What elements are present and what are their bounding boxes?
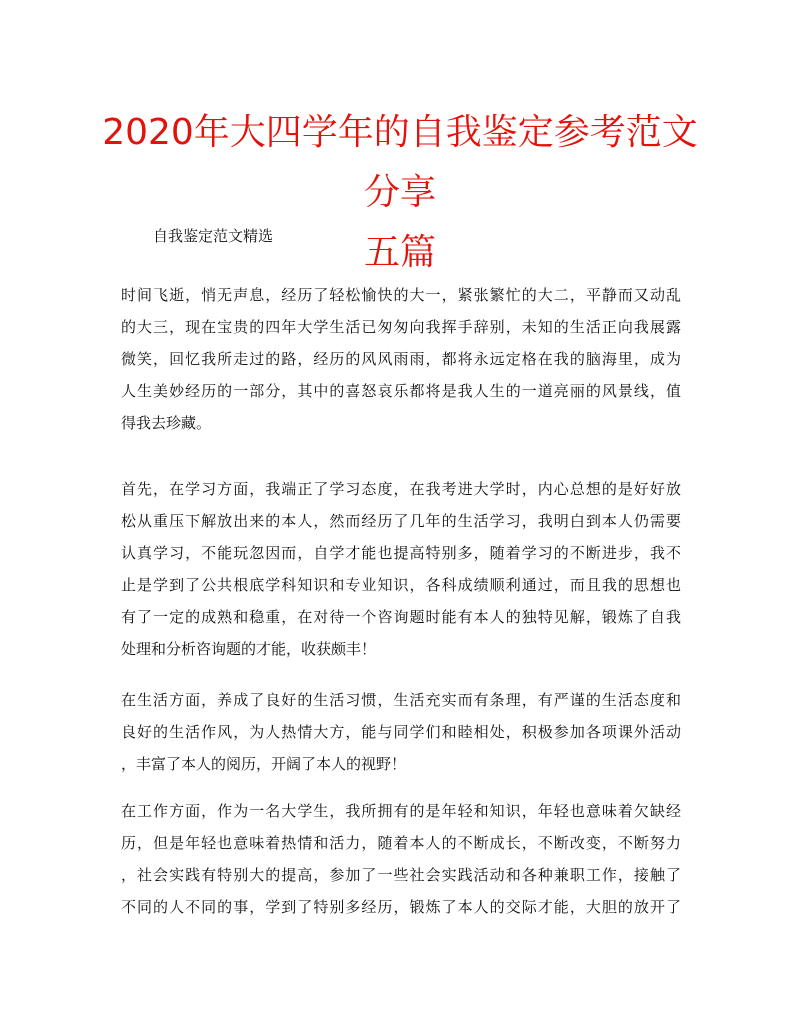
document-title	[100, 103, 700, 283]
paragraph-line: 人生美妙经历的一部分，其中的喜怒哀乐都将是我人生的一道亮丽的风景线，值	[121, 382, 681, 400]
paragraph-line: ，丰富了本人的阅历，开阔了本人的视野！	[121, 755, 407, 773]
paragraph-2	[121, 473, 681, 665]
paragraph-line: 的大三，现在宝贵的四年大学生活已匆匆向我挥手辞别，未知的生活正向我展露	[121, 318, 681, 336]
paragraph-1	[121, 279, 681, 439]
paragraph-line: 认真学习，不能玩忽因而，自学才能也提高特别多，随着学习的不断进步，我不	[121, 544, 681, 562]
paragraph-line: 历，但是年轻也意味着热情和活力，随着本人的不断成长，不断改变，不断努力	[121, 834, 681, 852]
paragraph-3	[121, 684, 681, 780]
paragraph-line: 微笑，回忆我所走过的路，经历的风风雨雨，都将永远定格在我的脑海里，成为	[121, 350, 681, 368]
paragraph-line: 在生活方面，养成了良好的生活习惯，生活充实而有条理，有严谨的生活态度和	[121, 691, 681, 709]
paragraph-line: 时间飞逝，悄无声息，经历了轻松愉快的大一，紧张繁忙的大二，平静而又动乱	[121, 286, 681, 304]
paragraph-line: 首先，在学习方面，我端正了学习态度，在我考进大学时，内心总想的是好好放	[121, 480, 681, 498]
paragraph-line: 不同的人不同的事，学到了特别多经历，锻炼了本人的交际才能，大胆的放开了	[121, 898, 681, 916]
paragraph-line: ，社会实践有特别大的提高，参加了一些社会实践活动和各种兼职工作，接触了	[121, 866, 681, 884]
paragraph-line: 有了一定的成熟和稳重，在对待一个咨询题时能有本人的独特见解，锻炼了自我	[121, 608, 681, 626]
paragraph-line: 止是学到了公共根底学科知识和专业知识，各科成绩顺利通过，而且我的思想也	[121, 576, 681, 594]
paragraph-line: 松从重压下解放出来的本人，然而经历了几年的生活学习，我明白到本人仍需要	[121, 512, 681, 530]
paragraph-line: 在工作方面，作为一名大学生，我所拥有的是年轻和知识，年轻也意味着欠缺经	[121, 802, 681, 820]
paragraph-4	[121, 795, 681, 923]
paragraph-line: 处理和分析咨询题的才能，收获颇丰！	[121, 640, 377, 658]
paragraph-line: 得我去珍藏。	[121, 414, 212, 432]
document-subtitle: 自我鉴定范文精选	[153, 227, 274, 245]
paragraph-line: 良好的生活作风，为人热情大方，能与同学们和睦相处，积极参加各项课外活动	[121, 723, 681, 741]
title-line-2: 五篇	[363, 232, 436, 273]
title-line-1: 2020年大四学年的自我鉴定参考范文分享	[102, 112, 698, 213]
